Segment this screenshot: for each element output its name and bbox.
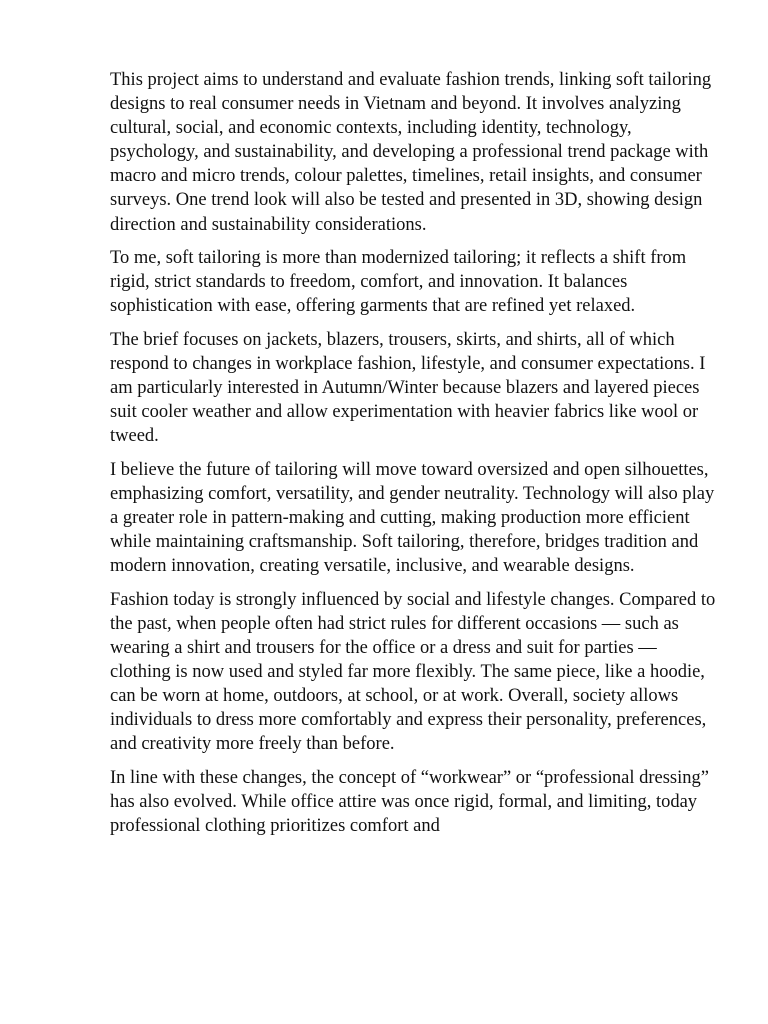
paragraph-future-of-tailoring: I believe the future of tailoring will move toward oversized and open silhouettes, emphasizing comfort, versatility, and gender neutrality. Technology will also play a greater role in pattern-making and cutting, making production more efficient while maintaining craftsmanship. Soft tailoring, therefore, bridges tradition and modern innovation, creating versatile, inclusive, and wearable designs.	[110, 459, 715, 577]
paragraph-brief-focus: The brief focuses on jackets, blazers, trousers, skirts, and shirts, all of which respond to changes in workplace fashion, lifestyle, and consumer expectations. I am particularly interested in Autumn/Winter because blazers and layered pieces suit cooler weather and allow experimentation with heavier fabrics like wool or tweed.	[110, 329, 706, 447]
document-body	[110, 68, 716, 848]
paragraph-social-lifestyle-changes: Fashion today is strongly influenced by social and lifestyle changes. Compared to the past, when people often had strict rules for different occasions — such as wearing a shirt and trousers for the office or a dress and suit for parties — clothing is now used and styled far more flexibly. The same piece, like a hoodie, can be worn at home, outdoors, at school, or at work. Overall, society allows individuals to dress more comfortably and express their personality, preferences, and creativity more freely than before.	[110, 589, 716, 755]
paragraph-soft-tailoring-definition: To me, soft tailoring is more than modernized tailoring; it reflects a shift from rigid, strict standards to freedom, comfort, and innovation. It balances sophistication with ease, offering garments that are refined yet relaxed.	[110, 248, 687, 317]
paragraph-project-aim: This project aims to understand and evaluate fashion trends, linking soft tailoring designs to real consumer needs in Vietnam and beyond. It involves analyzing cultural, social, and economic contexts, including identity, technology, psychology, and sustainability, and developing a professional trend package with macro and micro trends, colour palettes, timelines, retail insights, and consumer surveys. One trend look will also be tested and presented in 3D, showing design direction and sustainability considerations.	[110, 70, 712, 235]
paragraph-workwear-evolution: In line with these changes, the concept of “workwear” or “professional dressing” has also evolved. While office attire was once rigid, formal, and limiting, today professional clothing prioritizes comfort and	[110, 768, 709, 837]
